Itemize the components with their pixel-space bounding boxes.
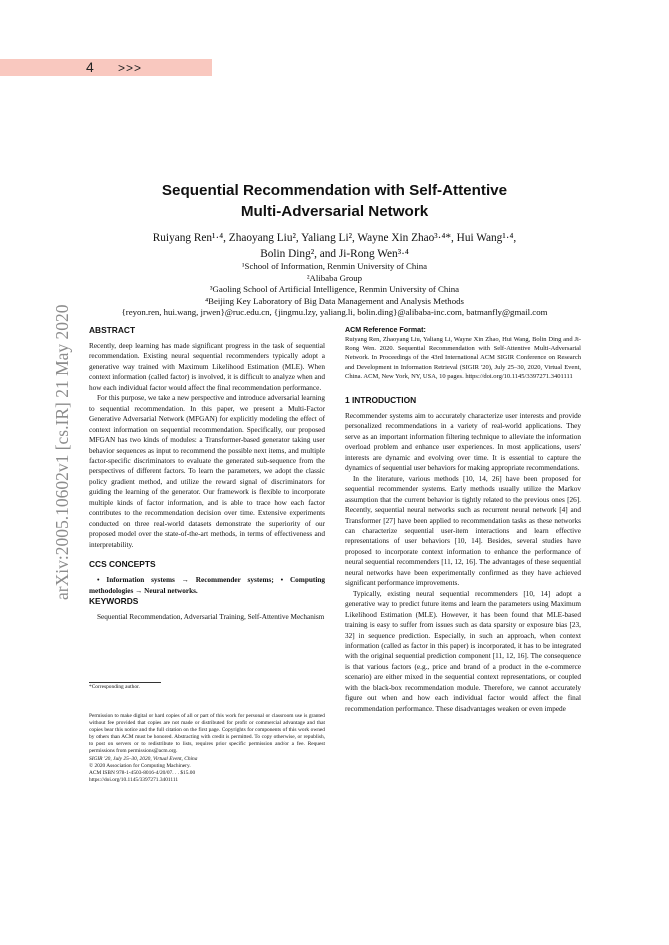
conference-info: SIGIR '20, July 25–30, 2020, Virtual Event, China [89,755,198,762]
ccs-concepts: • Information systems → Recommender systems; • Computing methodologies → Neural networks. [89,576,325,595]
affiliation-4: ⁴Beijing Key Laboratory of Big Data Management and Analysis Methods [205,295,464,306]
authors-line-1: Ruiyang Ren¹·⁴, Zhaoyang Liu², Yaliang Li², Wayne Xin Zhao³·⁴*, Hui Wang¹·⁴, [152,232,517,244]
affiliation-1: ¹School of Information, Renmin University of China [241,261,428,271]
isbn-line: ACM ISBN 978-1-4503-8016-4/20/07. . . $15.00 [89,769,196,776]
intro-paragraph-1: Recommender systems aim to accurately characterize user interests and provide personalized recommendations in a variety of real-world applications. They serve as an important information filtering technique to alleviate the information overload problem and enhance user experiences. In most applications, users' interests are dynamic and evolving over time. It is essential to capture the dynamics of sequential user behaviors for making appropriate recommendations. [345,412,581,473]
introduction-body [345,411,581,714]
left-column [89,325,325,622]
corresponding-author-footnote: *Corresponding author. [89,684,140,690]
intro-paragraph-2: In the literature, various methods [10, 14, 26] have been proposed for sequential recommender systems. Early methods usually utilize the Markov assumption that the current behavior is tightly related to the previous ones [26]. Recently, sequential neural networks such as recurrent neural network [4] and Transformer [27] have been applied to recommendation tasks as these networks can characterize sequential user-item interactions and learn effective representations of user behaviors [10, 14]. Besides, several studies have proposed to incorporate context information to enhance the performance of neural sequential recommenders [11, 12, 16]. The advantages of these sequential neural networks have been experimentally confirmed as they have achieved significant performance improvements. [345,474,581,588]
right-column [345,325,581,714]
keywords-text: Sequential Recommendation, Adversarial Training, Self-Attentive Mechanism [97,612,325,621]
title-line-2: Multi-Adversarial Network [240,203,429,220]
next-page-button[interactable]: >>> [118,61,143,75]
affiliation-3: ³Gaoling School of Artificial Intelligence, Renmin University of China [209,284,460,295]
paper-title [100,180,569,222]
acm-reference-text: Ruiyang Ren, Zhaoyang Liu, Yaliang Li, Wayne Xin Zhao, Hui Wang, Bolin Ding and Ji-Rong Wen. 2020. Sequential Recommendation with Self-Attentive Multi-Adversarial Network. In Proceedings of the 43rd International ACM SIGIR Conference on Research and Development in Information Retrieval (SIGIR '20), July 25–30, 2020, Virtual Event, China. ACM, New York, NY, USA, 10 pages. https://doi.org/10.1145/3397271.3401111 [345,336,581,380]
arxiv-stamp: arXiv:2005.10602v1 [cs.IR] 21 May 2020 [52,304,72,600]
footnote-divider [89,682,161,683]
author-list [100,231,569,262]
author-emails: {reyon.ren, hui.wang, jrwen}@ruc.edu.cn, {jingmu.lzy, yaliang.li, bolin.ding}@alibaba-inc.com, batmanfly@gmail.com [121,307,548,318]
abstract-heading: ABSTRACT [89,325,136,335]
page-nav-bar [0,59,212,76]
abstract-paragraph-1: Recently, deep learning has made significant progress in the task of sequential recommendation. Existing neural sequential recommenders typically adopt a generative way trained with Maximum Likelihood Estimation (MLE). When context information (called factor) is involved, it is difficult to analyze when and how each individual factor would affect the final recommendation performance. [89,342,325,392]
copyright-line: © 2020 Association for Computing Machinery. [89,762,191,769]
abstract-paragraph-2: For this purpose, we take a new perspective and introduce adversarial learning to sequential recommendation. In this paper, we present a Multi-Factor Generative Adversarial Network (MFGAN) for explicitly modeling the effect of context information on sequential recommendation. Specifically, our proposed MFGAN has two kinds of modules: a Transformer-based generator taking user behavior sequences as input to recommend the possible next items, and multiple factor-specific discriminators to evaluate the generated sub-sequence from the perspectives of different factors. To learn the parameters, we adopt the classic policy gradient method, and utilize the reward signal of discriminators for guiding the learning of the generator. Our framework is flexible to incorporate multiple kinds of factor information, and is able to trace how each factor contributes to the recommendation decision over time. Extensive experiments conducted on three real-world datasets demonstrate the superiority of our proposed model over the state-of-the-art methods, in terms of effectiveness and interpretability. [89,394,325,549]
introduction-heading: 1 INTRODUCTION [345,395,417,406]
affiliation-2: ²Alibaba Group [306,272,363,283]
acm-reference-heading: ACM Reference Format: [345,326,426,334]
ccs-heading: CCS CONCEPTS [89,559,156,570]
permission-block [89,713,325,784]
doi-link[interactable]: https://doi.org/10.1145/3397271.3401111 [89,776,179,783]
title-line-1: Sequential Recommendation with Self-Attentive [161,182,508,199]
keywords-heading: KEYWORDS [89,595,139,606]
page-number: 4 [86,59,94,75]
intro-paragraph-3: Typically, existing neural sequential recommenders [10, 14] adopt a generative way to predict future items and learn the parameters using Maximum Likelihood Estimation (MLE). However, it has been found that MLE-based training is easy to suffer from issues such as data sparsity or exposure bias [23, 32] in sequence prediction. Especially, in such an approach, when context information (called as factor in this paper) is incorporated, it has to be integrated with the original sequential prediction component [11, 12, 16]. The consequence is that various factors (e.g., price and brand of a product in the e-commerce scenario) are either mixed in the sequential context representations, or coupled with the black-box recommendation module. Therefore, we cannot accurately figure out when and how each individual factor would affect the final recommendation performance. These disadvantages weaken or even impede [345,589,581,713]
authors-line-2: Bolin Ding², and Ji-Rong Wen³·⁴ [260,247,409,260]
permission-text: Permission to make digital or hard copies of all or part of this work for personal or classroom use is granted without fee provided that copies are not made or distributed for profit or commercial advantage and that copies bear this notice and the full citation on the first page. Copyrights for components of this work owned by others than ACM must be honored. Abstracting with credit is permitted. To copy otherwise, or republish, to post on servers or to redistribute to lists, requires prior specific permission and/or a fee. Request permissions from permissions@acm.org. [89,713,325,755]
affiliations [90,261,579,319]
